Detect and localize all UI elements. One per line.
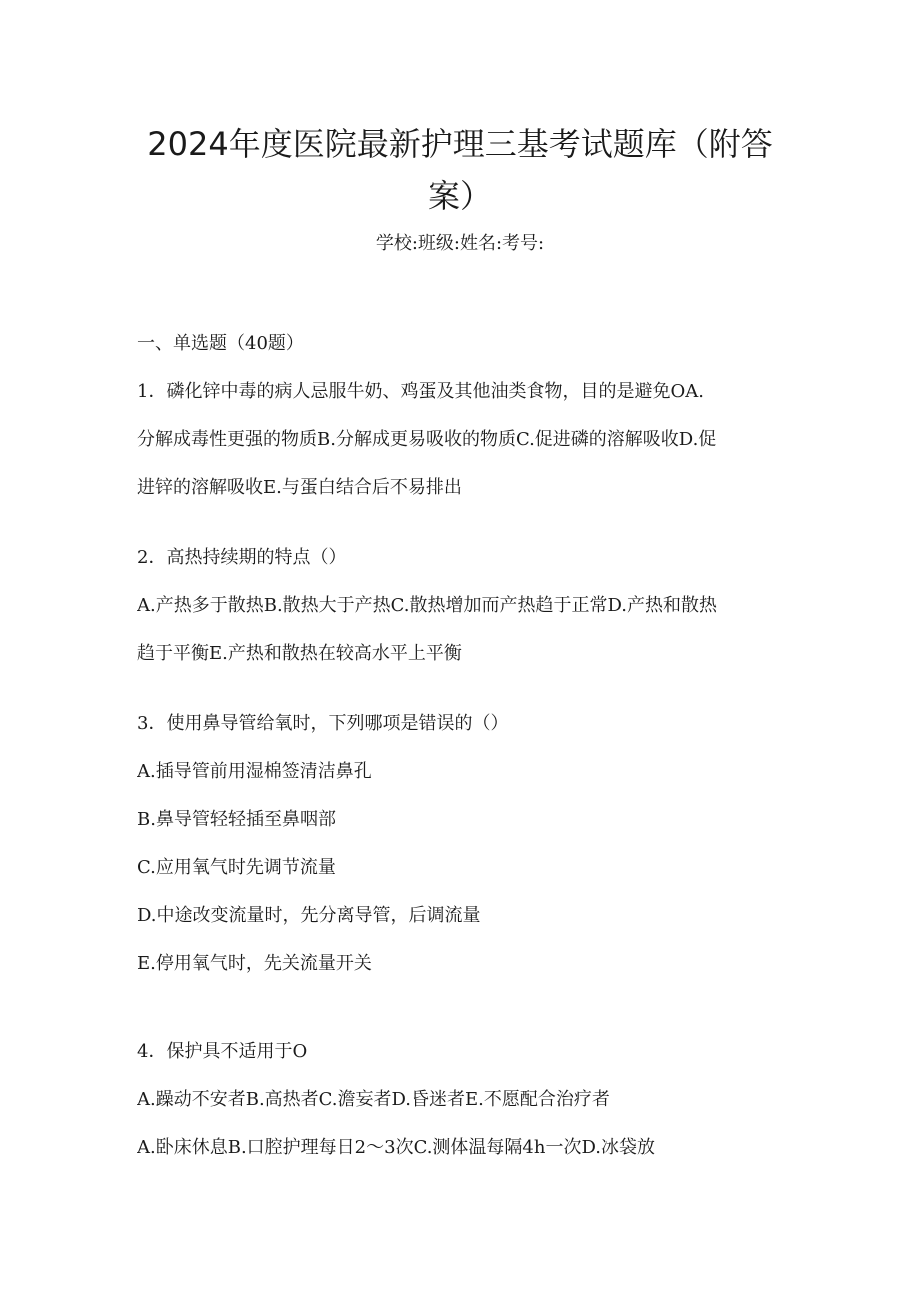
question-line: A.躁动不安者B.高热者C.澹妄者D.昏迷者E.不愿配合治疗者: [137, 1089, 610, 1110]
question-2: [137, 534, 797, 678]
question-1: [137, 368, 797, 512]
spacer: [137, 988, 797, 1028]
question-line: 3．使用鼻导管给氧时，下列哪项是错误的（）: [137, 713, 509, 734]
question-line: 2．高热持续期的特点（）: [137, 547, 347, 568]
answer-option: C.应用氧气时先调节流量: [137, 857, 336, 878]
question-line: A.卧床休息B.口腔护理每日2～3次C.测体温每隔4h一次D.冰袋放: [137, 1137, 655, 1158]
question-line: 分解成毒性更强的物质B.分解成更易吸收的物质C.促进磷的溶解吸收D.促: [137, 429, 717, 450]
answer-option: E.停用氧气时，先关流量开关: [137, 953, 372, 974]
question-line: 1．磷化锌中毒的病人忌服牛奶、鸡蛋及其他油类食物，目的是避免OA.: [137, 381, 704, 402]
question-line: 趋于平衡E.产热和散热在较高水平上平衡: [137, 643, 462, 664]
title-line-2: 案）: [427, 177, 492, 215]
question-3: [137, 700, 797, 988]
answer-option: B.鼻导管轻轻插至鼻咽部: [137, 809, 336, 830]
question-line: 进锌的溶解吸收E.与蛋白结合后不易排出: [137, 477, 462, 498]
answer-option: D.中途改变流量时，先分离导管，后调流量: [137, 905, 481, 926]
question-line: A.产热多于散热B.散热大于产热C.散热增加而产热趋于正常D.产热和散热: [137, 595, 718, 616]
answer-option: A.插导管前用湿棉签清洁鼻孔: [137, 761, 372, 782]
document-title: [120, 118, 800, 222]
student-info-line: 学校:班级:姓名:考号:: [375, 233, 545, 254]
section-heading: 一、单选题（40题）: [137, 333, 304, 354]
question-4: [137, 1028, 797, 1172]
question-line: 4．保护具不适用于O: [137, 1041, 308, 1062]
title-line-1: 2024年度医院最新护理三基考试题库（附答: [147, 125, 773, 163]
spacer: [137, 512, 797, 534]
exam-content: [137, 320, 797, 1172]
spacer: [137, 678, 797, 700]
